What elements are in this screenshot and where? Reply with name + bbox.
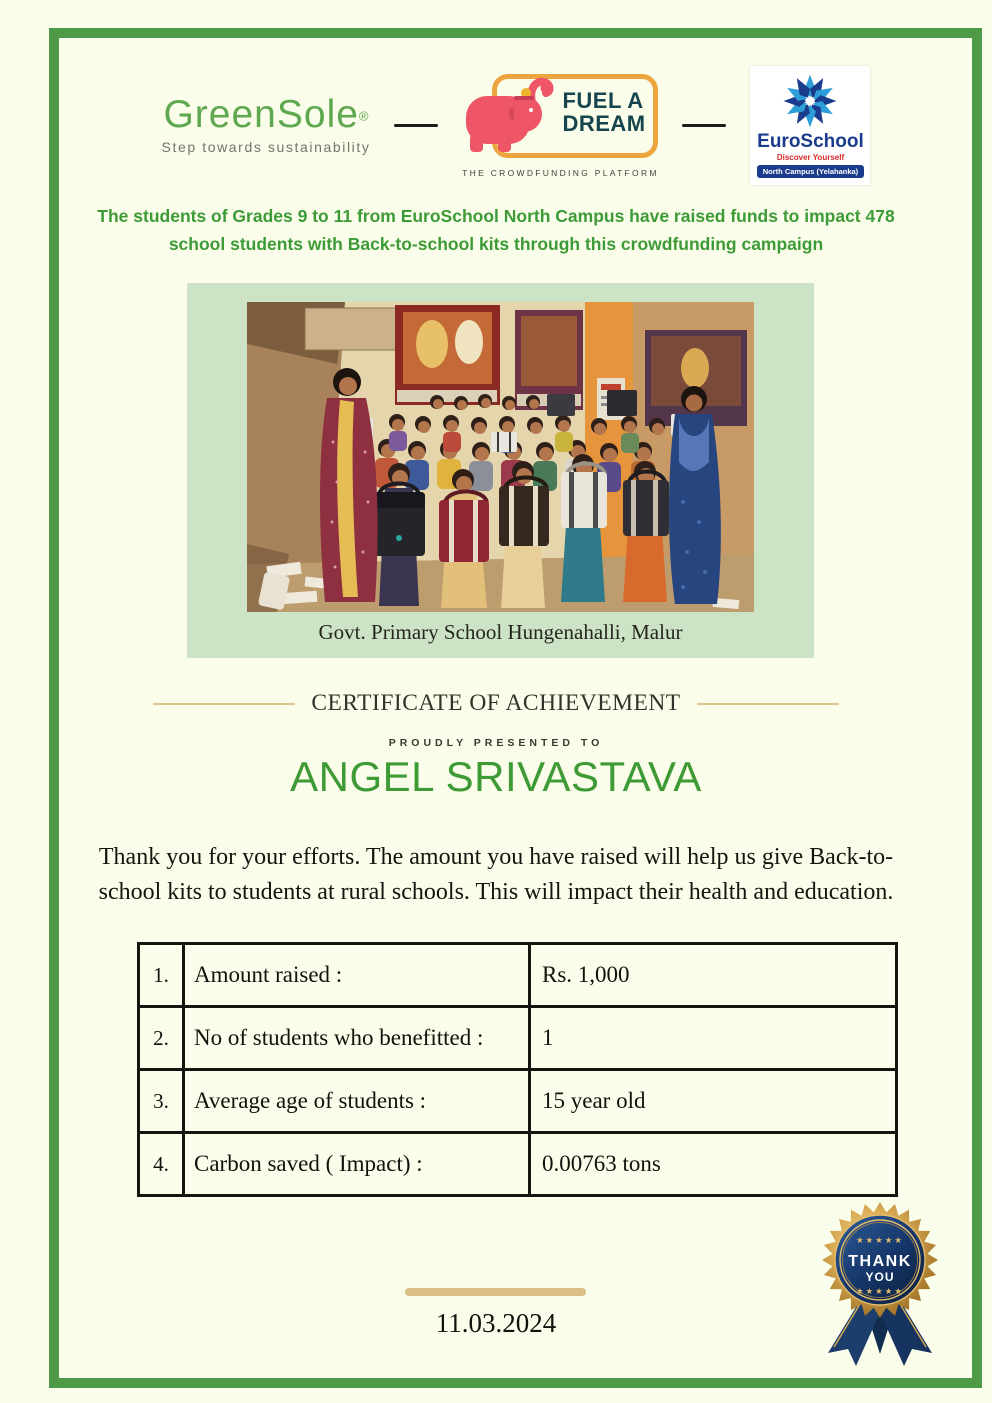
table-row bbox=[139, 1007, 897, 1070]
euroschool-name: EuroSchool bbox=[757, 131, 864, 152]
greensole-name: GreenSole bbox=[163, 93, 359, 137]
photo-card bbox=[187, 283, 814, 658]
logo-row bbox=[60, 66, 972, 185]
title-rule-left bbox=[153, 703, 295, 705]
greensole-wordmark bbox=[163, 93, 369, 137]
thank-you-message bbox=[0, 840, 992, 910]
euroschool-campus-badge: North Campus (Yelahanka) bbox=[757, 165, 864, 178]
recipient-name: ANGEL SRIVASTAVA bbox=[290, 753, 702, 800]
row-number: 4. bbox=[139, 1133, 184, 1196]
logo-separator bbox=[682, 124, 726, 127]
badge-stars-bottom: ★★★★★ bbox=[855, 1287, 905, 1297]
intro-paragraph bbox=[0, 202, 992, 258]
row-number: 1. bbox=[139, 944, 184, 1007]
title-rule-right bbox=[697, 703, 839, 705]
table-row bbox=[139, 1070, 897, 1133]
row-label: No of students who benefitted : bbox=[184, 1007, 530, 1070]
presented-to-label: PROUDLY PRESENTED TO bbox=[388, 737, 604, 749]
row-value: 15 year old bbox=[530, 1070, 897, 1133]
badge-you: YOU bbox=[865, 1270, 895, 1284]
date: 11.03.2024 bbox=[435, 1308, 557, 1338]
fueladream-logo bbox=[462, 72, 658, 178]
table-row bbox=[139, 944, 897, 1007]
thank-you-badge bbox=[800, 1196, 960, 1371]
fueladream-tagline: THE CROWDFUNDING PLATFORM bbox=[462, 168, 659, 179]
impact-table bbox=[137, 942, 898, 1197]
euroschool-tagline: Discover Yourself bbox=[776, 152, 845, 162]
certificate-title-row bbox=[0, 690, 992, 717]
row-label: Amount raised : bbox=[184, 944, 530, 1007]
badge-stars-top: ★★★★★ bbox=[855, 1236, 905, 1246]
registered-mark: ® bbox=[358, 109, 369, 125]
fueladream-line1: FUEL A bbox=[562, 88, 644, 114]
row-value: 0.00763 tons bbox=[530, 1133, 897, 1196]
row-value: 1 bbox=[530, 1007, 897, 1070]
message-line-2: school kits to students at rural schools. This will impact their health and education. bbox=[98, 879, 894, 905]
row-label: Average age of students : bbox=[184, 1070, 530, 1133]
euroschool-logo bbox=[750, 66, 870, 185]
row-number: 3. bbox=[139, 1070, 184, 1133]
school-photo bbox=[247, 302, 754, 612]
date-rule bbox=[405, 1288, 586, 1296]
certificate-title: CERTIFICATE OF ACHIEVEMENT bbox=[311, 690, 681, 716]
row-value: Rs. 1,000 bbox=[530, 944, 897, 1007]
greensole-logo bbox=[162, 95, 371, 155]
row-label: Carbon saved ( Impact) : bbox=[184, 1133, 530, 1196]
table-row bbox=[139, 1133, 897, 1196]
greensole-tagline: Step towards sustainability bbox=[161, 139, 371, 156]
message-line-1: Thank you for your efforts. The amount you have raised will help us give Back-to- bbox=[98, 844, 894, 870]
fueladream-line2: DREAM bbox=[562, 110, 646, 136]
logo-separator bbox=[394, 124, 438, 127]
badge-thank: THANK bbox=[848, 1253, 912, 1270]
intro-line-2: school students with Back-to-school kits through this crowdfunding campaign bbox=[168, 234, 824, 254]
euroschool-pinwheel-icon bbox=[781, 72, 839, 130]
intro-line-1: The students of Grades 9 to 11 from EuroSchool North Campus have raised funds to impact 478 bbox=[97, 206, 895, 226]
elephant-piggybank-icon bbox=[462, 72, 560, 164]
photo-caption: Govt. Primary School Hungenahalli, Malur bbox=[318, 620, 683, 644]
row-number: 2. bbox=[139, 1007, 184, 1070]
